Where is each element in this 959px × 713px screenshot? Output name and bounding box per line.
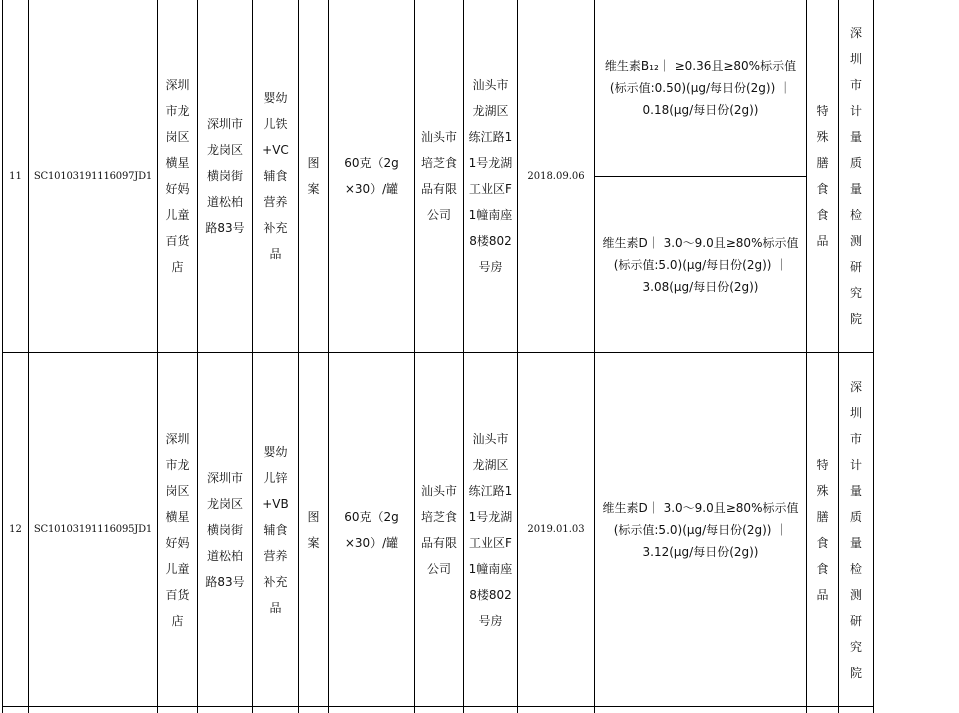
sampled-address-cell: 深圳市龙岗区横岗街道松柏路83号 xyxy=(205,470,245,589)
row-divider xyxy=(2,706,874,707)
test-item-cell: 维生素D｜ 3.0～9.0且≥80%标示值(标示值:5.0)(μg/每日份(2g)) ｜ 3.12(μg/每日份(2g)) xyxy=(602,500,799,559)
product-name-cell: 婴幼儿铁+VC辅食营养补充品 xyxy=(262,91,289,261)
grid-line xyxy=(873,0,874,713)
date-cell: 2018.09.06 xyxy=(527,170,585,182)
manufacturer-address-cell: 汕头市龙湖区练江路11号龙湖工业区F1幢南座8楼802号房 xyxy=(468,78,513,274)
sampled-address-cell: 深圳市龙岗区横岗街道松柏路83号 xyxy=(205,117,245,235)
test-item-cell: 维生素B₁₂｜ ≥0.36且≥80%标示值(标示值:0.50)(μg/每日份(2g)) ｜ 0.18(μg/每日份(2g)) xyxy=(604,59,797,117)
category-cell: 特殊膳食食品 xyxy=(816,457,829,602)
test-item-cell: 维生素D｜ 3.0～9.0且≥80%标示值(标示值:5.0)(μg/每日份(2g)) ｜ 3.08(μg/每日份(2g)) xyxy=(602,235,799,294)
brand-cell: 图案 xyxy=(307,156,320,196)
brand-cell: 图案 xyxy=(307,509,320,550)
seq-cell: 11 xyxy=(9,170,22,182)
category-cell: 特殊膳食食品 xyxy=(816,104,829,248)
sampled-unit-cell: 深圳市龙岗区横星好妈儿童百货店 xyxy=(165,78,190,274)
product-name-cell: 婴幼儿锌+VB辅食营养补充品 xyxy=(262,444,289,615)
manufacturer-cell: 汕头市培芝食品有限公司 xyxy=(421,483,458,576)
code-cell: SC10103191116095JD1 xyxy=(33,524,153,535)
manufacturer-address-cell: 汕头市龙湖区练江路11号龙湖工业区F1幢南座8楼802号房 xyxy=(468,431,513,628)
seq-cell: 12 xyxy=(9,524,22,535)
code-cell: SC10103191116097JD1 xyxy=(33,170,153,182)
agency-cell: 深圳市计量质量检测研究院 xyxy=(849,26,862,326)
spec-cell: 60克（2g×30）/罐 xyxy=(344,509,399,550)
spec-cell: 60克（2g×30）/罐 xyxy=(344,156,399,196)
manufacturer-cell: 汕头市培芝食品有限公司 xyxy=(421,130,458,222)
sampled-unit-cell: 深圳市龙岗区横星好妈儿童百货店 xyxy=(165,431,190,628)
agency-cell: 深圳市计量质量检测研究院 xyxy=(849,379,862,680)
date-cell: 2019.01.03 xyxy=(527,524,585,535)
